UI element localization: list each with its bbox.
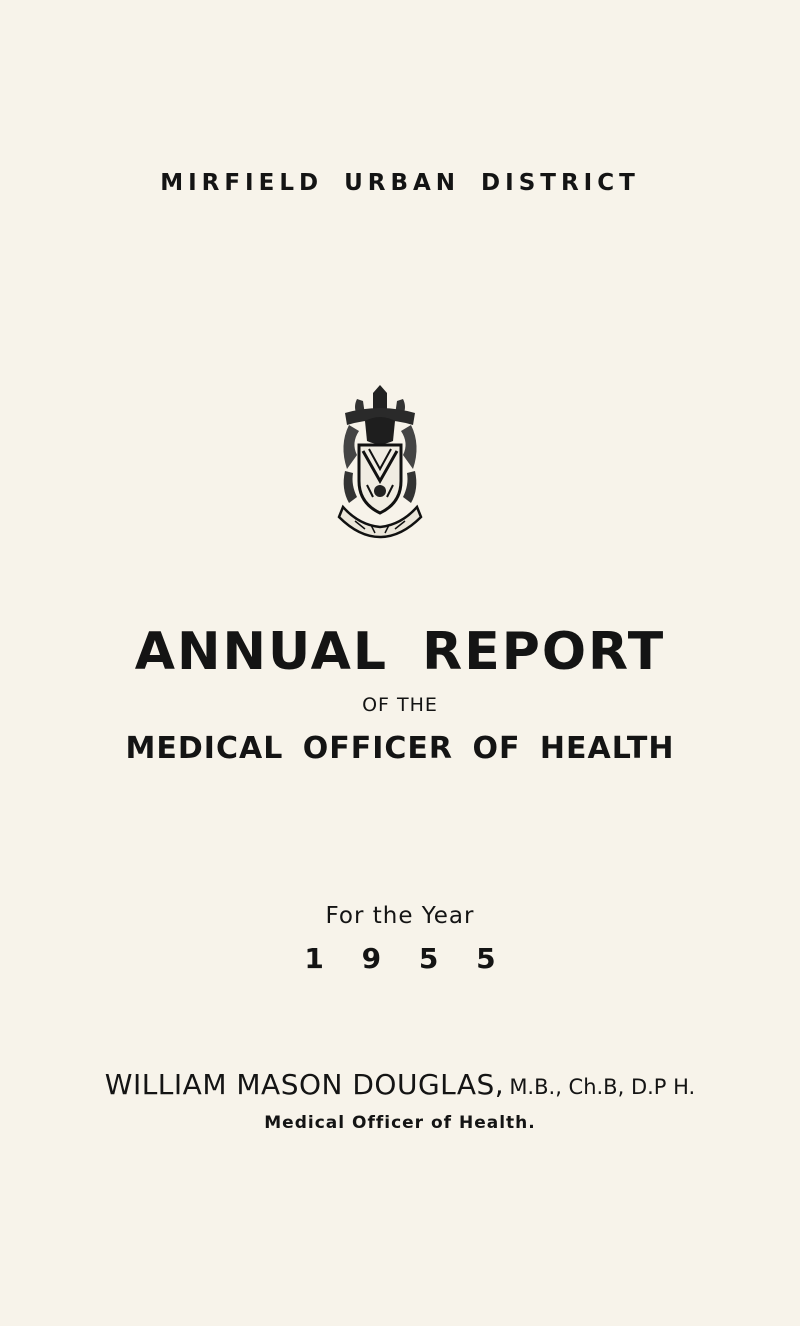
title-connector: OF THE bbox=[362, 694, 438, 716]
report-year: 1 9 5 5 bbox=[304, 942, 510, 975]
report-title: ANNUAL REPORT bbox=[134, 622, 666, 682]
district-heading: MIRFIELD URBAN DISTRICT bbox=[160, 170, 640, 196]
period-label: For the Year bbox=[325, 903, 475, 929]
author-qualifications: M.B., Ch.B, D.P H. bbox=[509, 1075, 696, 1099]
author-line bbox=[0, 1068, 800, 1101]
coat-of-arms-icon bbox=[335, 385, 425, 540]
report-subject: MEDICAL OFFICER OF HEALTH bbox=[125, 731, 675, 766]
author-role: Medical Officer of Health. bbox=[264, 1113, 536, 1133]
author-name: WILLIAM MASON DOUGLAS, bbox=[104, 1068, 505, 1101]
